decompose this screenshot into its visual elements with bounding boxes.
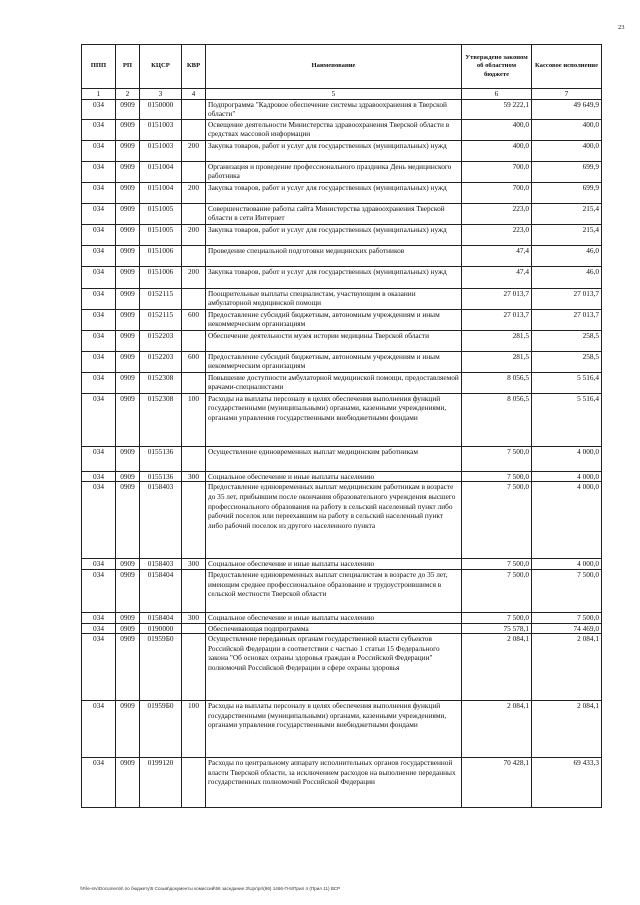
cell-kvr: 300: [182, 612, 206, 623]
cell-kvr: 600: [182, 351, 206, 372]
cell-ppp: 034: [82, 119, 116, 140]
cell-rp: 0909: [116, 119, 140, 140]
cell-kvr: [182, 245, 206, 266]
cell-kcsr: 01959Б0: [140, 701, 182, 758]
cell-ppp: 034: [82, 161, 116, 182]
cell-cash: 27 013,7: [532, 288, 602, 309]
cell-rp: 0909: [116, 393, 140, 446]
header-name: Наименование: [206, 45, 462, 89]
cell-ppp: 034: [82, 634, 116, 701]
cell-ppp: 034: [82, 559, 116, 570]
cell-approved: 27 013,7: [462, 309, 532, 330]
cell-name: Расходы на выплаты персоналу в целях обеспечения выполнения функций государственными (муниципальными) органами, казенными учреждениями, органами управления государственными внебюджетными фондами: [206, 701, 462, 758]
table-row: [82, 569, 602, 612]
cell-cash: 7 500,0: [532, 569, 602, 612]
cell-cash: 4 000,0: [532, 482, 602, 559]
cell-kcsr: 0150000: [140, 99, 182, 119]
cell-kvr: 100: [182, 393, 206, 446]
table-row: [82, 634, 602, 701]
table-body: [82, 99, 602, 808]
cell-kvr: [182, 288, 206, 309]
cell-kcsr: 0151005: [140, 224, 182, 245]
cell-kvr: [182, 203, 206, 224]
table-row: [82, 612, 602, 623]
cell-kcsr: 0158403: [140, 559, 182, 570]
cell-kvr: [182, 634, 206, 701]
cell-name: Закупка товаров, работ и услуг для государственных (муниципальных) нужд: [206, 182, 462, 203]
cell-kcsr: 0152308: [140, 393, 182, 446]
cell-approved: 2 084,1: [462, 701, 532, 758]
cell-kcsr: 0151006: [140, 266, 182, 288]
cell-kcsr: 0190000: [140, 623, 182, 634]
table-header-row: [82, 45, 602, 89]
cell-kcsr: 0151004: [140, 182, 182, 203]
cell-approved: 8 056,5: [462, 372, 532, 393]
column-number: 7: [532, 89, 602, 100]
cell-ppp: 034: [82, 471, 116, 482]
cell-kvr: [182, 446, 206, 471]
cell-kcsr: 01959Б0: [140, 634, 182, 701]
cell-kvr: 200: [182, 140, 206, 161]
cell-rp: 0909: [116, 446, 140, 471]
cell-cash: 400,0: [532, 119, 602, 140]
cell-name: Освещение деятельности Министерства здравоохранения Тверской области в средствах массовой информации: [206, 119, 462, 140]
table-row: [82, 482, 602, 559]
cell-kcsr: 0155136: [140, 446, 182, 471]
cell-ppp: 034: [82, 266, 116, 288]
cell-approved: 47,4: [462, 266, 532, 288]
page-number: 23: [618, 24, 625, 31]
cell-name: Предоставление единовременных выплат специалистам в возрасте до 35 лет, имеющим среднее профессиональное образование и трудоустроившимся в сельской местности Тверской области: [206, 569, 462, 612]
cell-rp: 0909: [116, 224, 140, 245]
cell-rp: 0909: [116, 140, 140, 161]
cell-cash: 400,0: [532, 140, 602, 161]
cell-kcsr: 0155136: [140, 471, 182, 482]
cell-rp: 0909: [116, 559, 140, 570]
cell-kvr: 200: [182, 182, 206, 203]
header-ppp: ППП: [82, 45, 116, 89]
cell-kvr: [182, 569, 206, 612]
cell-name: Социальное обеспечение и иные выплаты населению: [206, 471, 462, 482]
cell-approved: 700,0: [462, 161, 532, 182]
cell-rp: 0909: [116, 309, 140, 330]
cell-kvr: [182, 161, 206, 182]
cell-kcsr: 0152203: [140, 330, 182, 351]
table-row: [82, 309, 602, 330]
cell-kcsr: 0152115: [140, 309, 182, 330]
table-row: [82, 119, 602, 140]
cell-cash: 2 084,1: [532, 634, 602, 701]
table-row: [82, 471, 602, 482]
table-row: [82, 203, 602, 224]
cell-kvr: 300: [182, 559, 206, 570]
cell-rp: 0909: [116, 266, 140, 288]
column-number: 2: [116, 89, 140, 100]
cell-ppp: 034: [82, 393, 116, 446]
table-row: [82, 288, 602, 309]
cell-name: Закупка товаров, работ и услуг для государственных (муниципальных) нужд: [206, 140, 462, 161]
cell-kvr: 200: [182, 266, 206, 288]
cell-cash: 4 000,0: [532, 471, 602, 482]
table-row: [82, 224, 602, 245]
cell-name: Предоставление субсидий бюджетным, автономным учреждениям и иным некоммерческим организациям: [206, 351, 462, 372]
table-row: [82, 330, 602, 351]
cell-approved: 8 056,5: [462, 393, 532, 446]
cell-rp: 0909: [116, 701, 140, 758]
cell-kvr: [182, 119, 206, 140]
cell-approved: 281,5: [462, 330, 532, 351]
cell-kcsr: 0152115: [140, 288, 182, 309]
cell-approved: 7 500,0: [462, 446, 532, 471]
cell-ppp: 034: [82, 309, 116, 330]
cell-approved: 400,0: [462, 119, 532, 140]
column-number: 5: [206, 89, 462, 100]
cell-rp: 0909: [116, 758, 140, 808]
cell-kcsr: 0152308: [140, 372, 182, 393]
table-row: [82, 245, 602, 266]
cell-kcsr: 0152203: [140, 351, 182, 372]
table-row: [82, 623, 602, 634]
cell-kcsr: 0158404: [140, 612, 182, 623]
cell-rp: 0909: [116, 569, 140, 612]
cell-ppp: 034: [82, 482, 116, 559]
table-row: [82, 182, 602, 203]
cell-approved: 223,0: [462, 203, 532, 224]
cell-name: Социальное обеспечение и иные выплаты населению: [206, 612, 462, 623]
cell-name: Расходы на выплаты персоналу в целях обеспечения выполнения функций государственными (муниципальными) органами, казенными учреждениями, органами управления государственными внебюджетными фондами: [206, 393, 462, 446]
cell-ppp: 034: [82, 351, 116, 372]
table-row: [82, 99, 602, 119]
cell-approved: 2 084,1: [462, 634, 532, 701]
header-kvr: КВР: [182, 45, 206, 89]
cell-kcsr: 0199120: [140, 758, 182, 808]
cell-name: Поощрительные выплаты специалистам, участвующим в оказании амбулаторной медицинской помощи: [206, 288, 462, 309]
cell-kcsr: 0151005: [140, 203, 182, 224]
cell-rp: 0909: [116, 203, 140, 224]
cell-ppp: 034: [82, 288, 116, 309]
cell-approved: 75 578,1: [462, 623, 532, 634]
cell-name: Обеспечивающая подпрограмма: [206, 623, 462, 634]
cell-cash: 258,5: [532, 351, 602, 372]
cell-name: Закупка товаров, работ и услуг для государственных (муниципальных) нужд: [206, 224, 462, 245]
cell-ppp: 034: [82, 569, 116, 612]
column-number: 4: [182, 89, 206, 100]
cell-rp: 0909: [116, 99, 140, 119]
cell-kcsr: 0151004: [140, 161, 182, 182]
cell-ppp: 034: [82, 701, 116, 758]
cell-name: Подпрограмма "Кадровое обеспечение системы здравоохранения в Тверской области": [206, 99, 462, 119]
cell-cash: 699,9: [532, 182, 602, 203]
cell-ppp: 034: [82, 623, 116, 634]
cell-kcsr: 0151003: [140, 140, 182, 161]
cell-rp: 0909: [116, 482, 140, 559]
cell-rp: 0909: [116, 288, 140, 309]
header-approved: Утверждено законом об областном бюджете: [462, 45, 532, 89]
cell-approved: 7 500,0: [462, 471, 532, 482]
table-row: [82, 701, 602, 758]
cell-cash: 7 500,0: [532, 612, 602, 623]
table-row: [82, 161, 602, 182]
cell-kvr: [182, 372, 206, 393]
cell-kvr: [182, 99, 206, 119]
cell-cash: 4 000,0: [532, 559, 602, 570]
header-kcsr: КЦСР: [140, 45, 182, 89]
column-number: 3: [140, 89, 182, 100]
cell-rp: 0909: [116, 161, 140, 182]
cell-ppp: 034: [82, 758, 116, 808]
cell-cash: 46,0: [532, 266, 602, 288]
cell-name: Повышение доступности амбулаторной медицинской помощи, предоставляемой врачами-специалистами: [206, 372, 462, 393]
cell-ppp: 034: [82, 612, 116, 623]
cell-cash: 2 084,1: [532, 701, 602, 758]
cell-ppp: 034: [82, 224, 116, 245]
cell-ppp: 034: [82, 446, 116, 471]
cell-approved: 59 222,1: [462, 99, 532, 119]
cell-ppp: 034: [82, 330, 116, 351]
cell-name: Осуществление переданных органам государственной власти субъектов Российской Федерации в соответствии с частью 1 статьи 15 Федерального закона "Об основах охраны здоровья граждан в Российской Федерации" полномочий Российской Федерации в сфере охраны здоровья: [206, 634, 462, 701]
cell-kvr: 300: [182, 471, 206, 482]
table-row: [82, 372, 602, 393]
cell-kvr: [182, 482, 206, 559]
cell-name: Проведение специальной подготовки медицинских работников: [206, 245, 462, 266]
cell-kvr: 600: [182, 309, 206, 330]
cell-name: Организация и проведение профессионального праздника День медицинского работника: [206, 161, 462, 182]
cell-name: Предоставление субсидий бюджетным, автономным учреждениям и иным некоммерческим организациям: [206, 309, 462, 330]
cell-rp: 0909: [116, 471, 140, 482]
column-number: 1: [82, 89, 116, 100]
cell-kcsr: 0158404: [140, 569, 182, 612]
cell-cash: 4 000,0: [532, 446, 602, 471]
cell-approved: 7 500,0: [462, 559, 532, 570]
cell-kvr: [182, 758, 206, 808]
cell-kcsr: 0151003: [140, 119, 182, 140]
cell-cash: 258,5: [532, 330, 602, 351]
cell-rp: 0909: [116, 612, 140, 623]
cell-approved: 700,0: [462, 182, 532, 203]
cell-cash: 699,9: [532, 161, 602, 182]
cell-rp: 0909: [116, 245, 140, 266]
footer-file-path: \\File-srv\Documents\ по бюджету\5 Созыв\документы комиссий\56 заседание 3\Upr\pr\(96) 1466-П-5\Прил 4 (Прил 11) ВСР: [80, 886, 341, 891]
cell-rp: 0909: [116, 330, 140, 351]
cell-name: Осуществление единовременных выплат медицинским работникам: [206, 446, 462, 471]
cell-ppp: 034: [82, 203, 116, 224]
table-row: [82, 140, 602, 161]
cell-kvr: 200: [182, 224, 206, 245]
cell-cash: 215,4: [532, 203, 602, 224]
cell-name: Предоставление единовременных выплат медицинским работникам в возрасте до 35 лет, прибывшим после окончания образовательного учреждения высшего профессионального образования на работу в сельский населенный пункт либо рабочий поселок или переехавшим на работу в сельский населенный пункт либо рабочий поселок из другого населенного пункта: [206, 482, 462, 559]
cell-kvr: [182, 330, 206, 351]
cell-cash: 5 516,4: [532, 372, 602, 393]
cell-kcsr: 0158403: [140, 482, 182, 559]
table-row: [82, 393, 602, 446]
cell-cash: 74 469,0: [532, 623, 602, 634]
cell-rp: 0909: [116, 351, 140, 372]
column-numbers-row: [82, 89, 602, 100]
table-row: [82, 758, 602, 808]
cell-rp: 0909: [116, 634, 140, 701]
cell-kvr: [182, 623, 206, 634]
cell-approved: 7 500,0: [462, 569, 532, 612]
cell-name: Социальное обеспечение и иные выплаты населению: [206, 559, 462, 570]
cell-ppp: 034: [82, 140, 116, 161]
cell-name: Расходы по центральному аппарату исполнительных органов государственной власти Тверской области, за исключением расходов на выполнение переданных государственных полномочий Российской Федерации: [206, 758, 462, 808]
cell-ppp: 034: [82, 99, 116, 119]
cell-rp: 0909: [116, 182, 140, 203]
cell-cash: 49 649,9: [532, 99, 602, 119]
cell-kcsr: 0151006: [140, 245, 182, 266]
cell-name: Совершенствование работы сайта Министерства здравоохранения Тверской области в сети Интернет: [206, 203, 462, 224]
table-row: [82, 559, 602, 570]
table-row: [82, 351, 602, 372]
table-row: [82, 266, 602, 288]
cell-cash: 5 516,4: [532, 393, 602, 446]
cell-approved: 281,5: [462, 351, 532, 372]
table-row: [82, 446, 602, 471]
cell-ppp: 034: [82, 182, 116, 203]
header-rp: РП: [116, 45, 140, 89]
cell-approved: 400,0: [462, 140, 532, 161]
cell-approved: 27 013,7: [462, 288, 532, 309]
cell-approved: 7 500,0: [462, 612, 532, 623]
cell-rp: 0909: [116, 623, 140, 634]
cell-name: Закупка товаров, работ и услуг для государственных (муниципальных) нужд: [206, 266, 462, 288]
cell-approved: 223,0: [462, 224, 532, 245]
cell-kvr: 100: [182, 701, 206, 758]
cell-cash: 215,4: [532, 224, 602, 245]
cell-ppp: 034: [82, 245, 116, 266]
cell-rp: 0909: [116, 372, 140, 393]
cell-cash: 46,0: [532, 245, 602, 266]
budget-table: [81, 44, 602, 808]
header-cash: Кассовое исполнение: [532, 45, 602, 89]
column-number: 6: [462, 89, 532, 100]
cell-approved: 70 428,1: [462, 758, 532, 808]
cell-cash: 69 433,3: [532, 758, 602, 808]
cell-name: Обеспечение деятельности музея истории медицины Тверской области: [206, 330, 462, 351]
cell-ppp: 034: [82, 372, 116, 393]
cell-approved: 47,4: [462, 245, 532, 266]
cell-cash: 27 013,7: [532, 309, 602, 330]
cell-approved: 7 500,0: [462, 482, 532, 559]
